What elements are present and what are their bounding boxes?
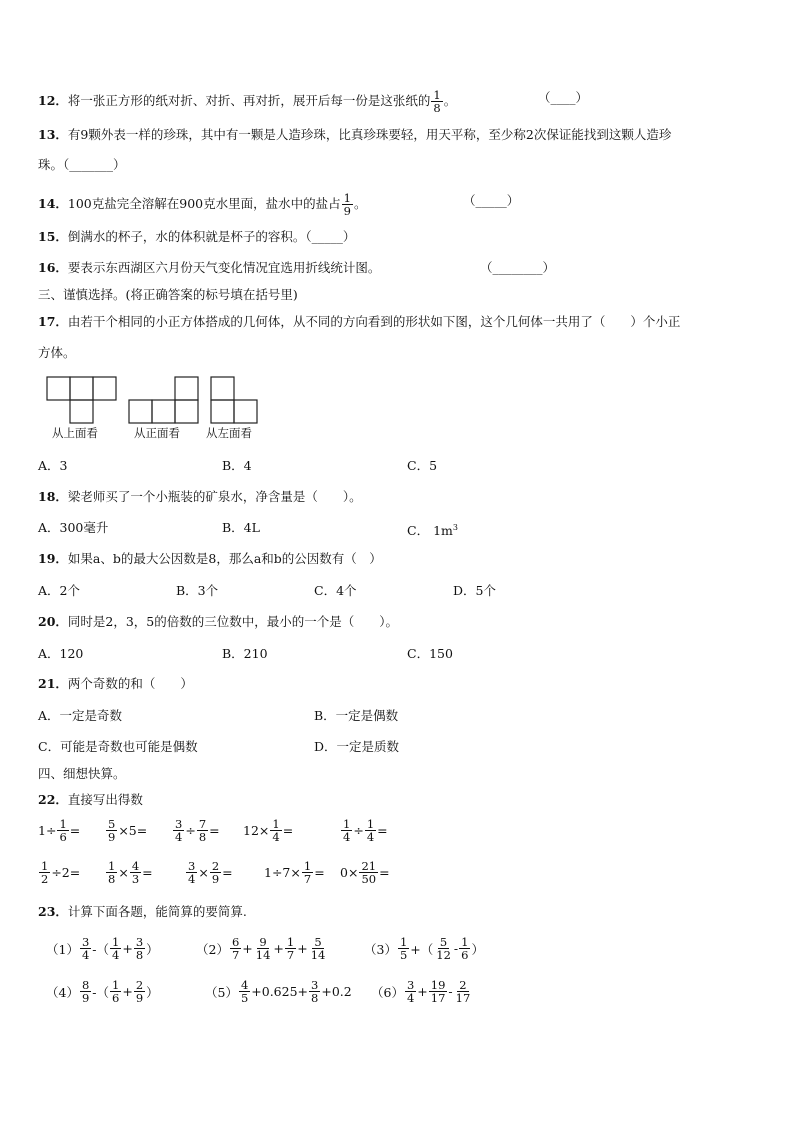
question-text: 有9颗外表一样的珍珠，其中有一颗是人造珍珠，比真珍珠要轻，用天平称，至少称2次保证能找到这颗人造珍 [67, 127, 672, 142]
expression: $\frac{1}{4}$ ÷ $\frac{1}{4}$ = [343, 817, 388, 844]
option-c[interactable]: C．4个 [314, 583, 357, 598]
expression: $\frac{1}{2}$ ÷2= [41, 859, 81, 886]
question-text: 100克盐完全溶解在900克水里面，盐水中的盐占 [67, 196, 341, 211]
question-text: 梁老师买了一个小瓶装的矿泉水，净含量是（ ）。 [67, 489, 362, 504]
question-number: 13． [38, 127, 68, 142]
expression: $\frac{5}{9}$ ×5= [108, 817, 148, 844]
question-number: 14． [38, 196, 68, 211]
expression: $\frac{3}{4}$ ÷ $\frac{7}{8}$ = [175, 817, 220, 844]
expression: （3） $\frac{1}{5}$ +（ $\frac{5}{12}$ - $\frac{1}{6}$ ） [364, 935, 484, 962]
front-view-figure [128, 376, 200, 424]
question-21 [38, 675, 193, 693]
front-view-label: 从正面看 [134, 426, 180, 440]
expression: （5） $\frac{4}{5}$ +0.625+ $\frac{3}{8}$ +0.2 [205, 978, 352, 1005]
section-heading: 四、细想快算。 [38, 766, 126, 781]
option-a[interactable]: A．300毫升 [38, 520, 109, 535]
question-text: 要表示东西湖区六月份天气变化情况宜选用折线统计图。 [67, 260, 381, 275]
option-a[interactable]: A．2个 [38, 583, 80, 598]
option-b[interactable]: B．210 [222, 646, 268, 661]
option-c[interactable]: C． $1m^3$ [407, 523, 458, 539]
option-b[interactable]: B．4 [222, 458, 252, 473]
option-d[interactable]: D．一定是质数 [314, 739, 400, 754]
expression: （1） $\frac{3}{4}$ -（ $\frac{1}{4}$ + $\frac{3}{8}$ ） [46, 935, 159, 962]
question-17 [38, 313, 680, 331]
left-view-label: 从左面看 [206, 426, 252, 440]
question-12: 12．将一张正方形的纸对折、对折、再对折，展开后每一份是这张纸的 $\frac{1}{8}$ 。 [38, 88, 457, 115]
option-d[interactable]: D．5个 [453, 583, 496, 598]
option-a[interactable]: A．120 [38, 646, 84, 661]
expression: （4） $\frac{8}{9}$ -（ $\frac{1}{6}$ + $\frac{2}{9}$ ） [46, 978, 159, 1005]
expression: （2） $\frac{6}{7}$ + $\frac{9}{14}$ + $\frac{1}{7}$ + $\frac{5}{14}$ [196, 935, 326, 962]
question-text: 将一张正方形的纸对折、对折、再对折，展开后每一份是这张纸的 [67, 93, 431, 108]
question-14: 14．100克盐完全溶解在900克水里面，盐水中的盐占 $\frac{1}{9}$ 。 [38, 191, 367, 218]
question-text: 计算下面各题，能简算的要简算. [67, 904, 247, 919]
question-number: 22． [38, 792, 68, 807]
top-view-figure [46, 376, 118, 424]
section-heading: 三、谨慎选择。(将正确答案的标号填在括号里) [38, 287, 298, 302]
fraction: $\frac{1}{8}$ [433, 88, 441, 115]
question-number: 15． [38, 229, 68, 244]
option-c[interactable]: C．150 [407, 646, 453, 661]
question-number: 18． [38, 489, 68, 504]
top-view-label: 从上面看 [52, 426, 98, 440]
expression: 1÷ $\frac{1}{6}$ = [38, 817, 81, 844]
answer-blank[interactable]: （____） [538, 90, 589, 105]
question-19 [38, 550, 382, 568]
question-13 [38, 126, 671, 144]
left-view-figure [210, 376, 260, 424]
question-number: 23． [38, 904, 68, 919]
expression: 0× $\frac{21}{50}$ = [340, 859, 390, 886]
question-23 [38, 903, 247, 921]
question-18 [38, 488, 362, 506]
option-b[interactable]: B．3个 [176, 583, 219, 598]
question-13-line2: 珠。（_______） [38, 157, 126, 172]
expression: $\frac{1}{8}$ × $\frac{4}{3}$ = [108, 859, 153, 886]
question-15 [38, 228, 355, 246]
option-a[interactable]: A．3 [38, 458, 68, 473]
question-text: 直接写出得数 [67, 792, 143, 807]
question-20 [38, 613, 398, 631]
fraction: $\frac{1}{9}$ [343, 191, 351, 218]
expression: 1÷7× $\frac{1}{7}$ = [264, 859, 325, 886]
question-22 [38, 791, 143, 809]
expression: $\frac{3}{4}$ × $\frac{2}{9}$ = [188, 859, 233, 886]
question-number: 20． [38, 614, 68, 629]
question-number: 16． [38, 260, 68, 275]
question-text: 两个奇数的和（ ） [67, 676, 193, 691]
option-c[interactable]: C．5 [407, 458, 438, 473]
question-text: 倒满水的杯子，水的体积就是杯子的容积。（_____） [67, 229, 356, 244]
question-text: 如果a、b的最大公因数是8，那么a和b的公因数有（ ） [67, 551, 382, 566]
question-17-line2: 方体。 [38, 345, 76, 360]
question-number: 12． [38, 93, 68, 108]
question-number: 21． [38, 676, 68, 691]
option-b[interactable]: B．一定是偶数 [314, 708, 399, 723]
option-c[interactable]: C．可能是奇数也可能是偶数 [38, 739, 198, 754]
question-text: 同时是2，3，5的倍数的三位数中，最小的一个是（ ）。 [67, 614, 399, 629]
answer-blank[interactable]: （________） [480, 260, 556, 275]
question-16 [38, 259, 380, 277]
option-a[interactable]: A．一定是奇数 [38, 708, 123, 723]
question-number: 19． [38, 551, 68, 566]
expression: （6） $\frac{3}{4}$ + $\frac{19}{17}$ - $\frac{2}{17}$ [371, 978, 471, 1005]
question-number: 17． [38, 314, 68, 329]
option-b[interactable]: B．4L [222, 520, 260, 535]
question-text: 由若干个相同的小正方体搭成的几何体，从不同的方向看到的形状如下图，这个几何体一共用了（ ）个小正 [67, 314, 681, 329]
answer-blank[interactable]: （_____） [463, 193, 520, 208]
expression: 12× $\frac{1}{4}$ = [243, 817, 294, 844]
